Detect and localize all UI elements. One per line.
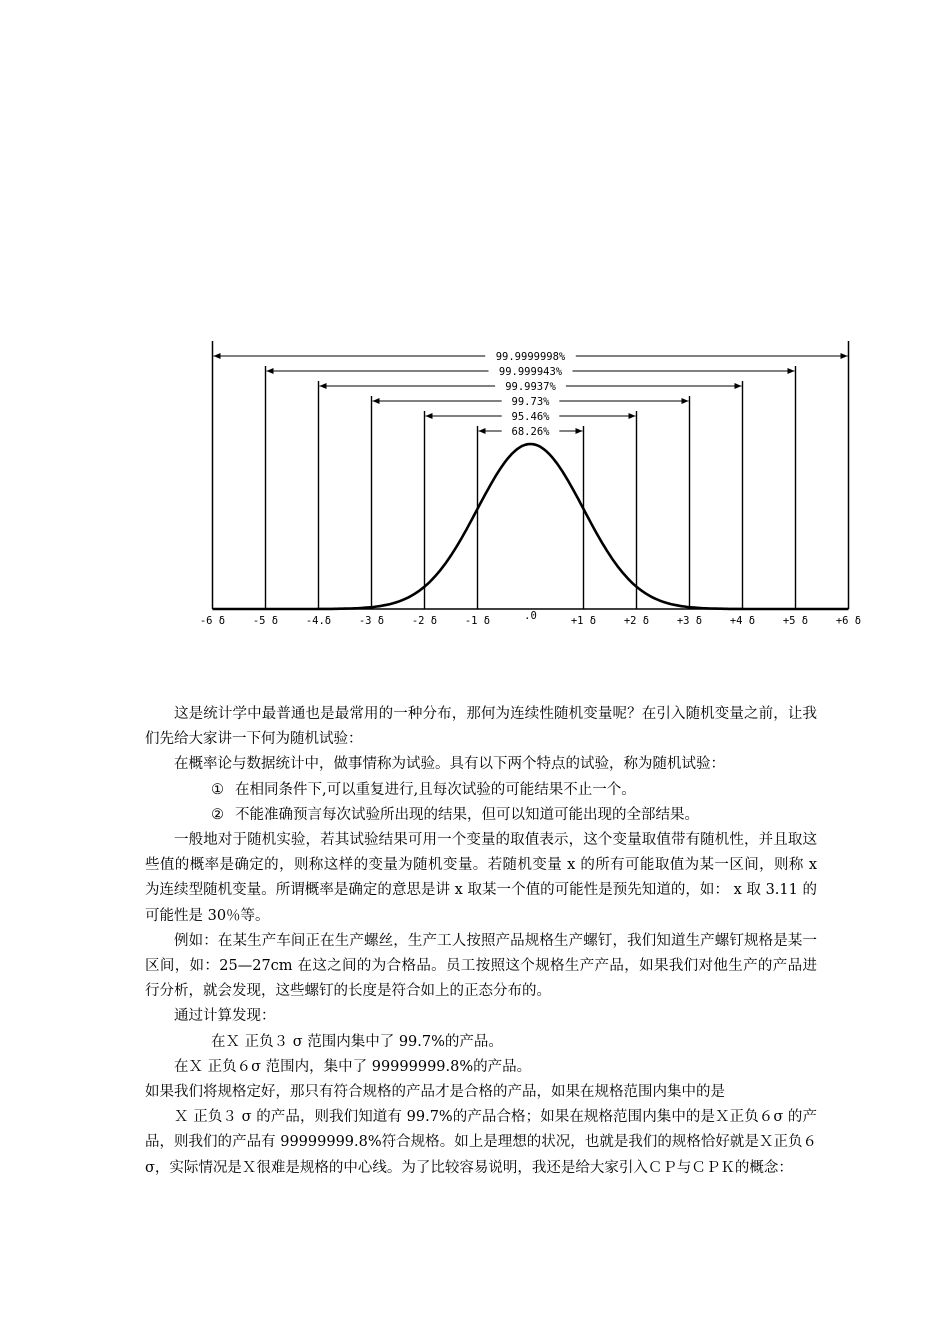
list-number-2: ② xyxy=(211,806,224,823)
paragraph-random-trial: 在概率论与数据统计中，做事情称为试验。具有以下两个特点的试验，称为随机试验： xyxy=(174,756,725,773)
interval-label-2sigma: 95.46% xyxy=(511,410,550,423)
interval-arrow-6sigma xyxy=(214,351,848,363)
interval-arrow-2sigma xyxy=(426,411,636,423)
interval-label-4sigma: 99.9937% xyxy=(505,380,556,393)
paragraph-cp-cpk: Ｘ 正负３ σ 的产品，则我们知道有 99.7%的产品合格；如果在规格范围内集中的是Ｘ正负６σ 的产品，则我们的产品有 99999999.8%符合规格。如上是理想的状况，也就是我们的规格恰好就是Ｘ正负６σ，实际情况是Ｘ很难是规格的中心线。为了比较容易说明，我还是给大家引入ＣＰ与ＣＰＫ的概念： xyxy=(145,1109,817,1176)
tick-label: +3 δ xyxy=(676,615,703,627)
tick-label: -6 δ xyxy=(199,615,226,627)
interval-label-3sigma: 99.73% xyxy=(511,395,550,408)
interval-arrow-3sigma xyxy=(373,396,689,408)
interval-label-6sigma: 99.9999998% xyxy=(495,350,566,363)
document-body xyxy=(145,702,817,1181)
interval-label-5sigma: 99.999943% xyxy=(498,365,563,378)
list-text-2: 不能准确预言每次试验所出现的结果，但可以知道可能出现的全部结果。 xyxy=(235,806,699,823)
tick-label: -1 δ xyxy=(464,615,491,627)
paragraph-spec: 如果我们将规格定好，那只有符合规格的产品才是合格的产品，如果在规格范围内集中的是 xyxy=(145,1084,725,1101)
paragraph-3sigma: 在Ｘ 正负３ σ 范围内集中了 99.7%的产品。 xyxy=(211,1033,503,1050)
tick-label: -4.δ xyxy=(305,615,332,627)
paragraph-calculation: 通过计算发现： xyxy=(174,1008,276,1025)
list-item-2 xyxy=(145,803,817,828)
normal-distribution-figure xyxy=(0,0,950,660)
interval-arrow-1sigma xyxy=(479,426,583,438)
tick-label: +2 δ xyxy=(623,615,650,627)
tick-label: +1 δ xyxy=(570,615,597,627)
interval-arrow-5sigma xyxy=(267,366,795,378)
paragraph-6sigma: 在Ｘ 正负６σ 范围内，集中了 99999999.8%的产品。 xyxy=(174,1058,532,1075)
list-text-1: 在相同条件下,可以重复进行,且每次试验的可能结果不止一个。 xyxy=(235,781,636,798)
list-number-1: ① xyxy=(211,781,224,798)
bell-curve xyxy=(213,444,849,609)
list-item-1 xyxy=(145,778,817,803)
tick-label: +4 δ xyxy=(729,615,756,627)
paragraph-example: 例如：在某生产车间正在生产螺丝，生产工人按照产品规格生产螺钉，我们知道生产螺钉规格是某一区间，如：25—27cm 在这之间的为合格品。员工按照这个规格生产产品，如果我们对他生产的产品进行分析，就会发现，这些螺钉的长度是符合如上的正态分布的。 xyxy=(145,932,817,1000)
paragraph-random-variable: 一般地对于随机实验，若其试验结果可用一个变量的取值表示，这个变量取值带有随机性，并且取这些值的概率是确定的，则称这样的变量为随机变量。若随机变量 x 的所有可能取值为某一区间，则称 x 为连续型随机变量。所谓概率是确定的意思是讲 x 取某一个值的可能性是预先知道的，如： x 取 3.11 的可能性是 30％等。 xyxy=(145,832,817,924)
tick-label: -5 δ xyxy=(252,615,279,627)
tick-label: -2 δ xyxy=(411,615,438,627)
tick-label: +6 δ xyxy=(835,615,862,627)
paragraph-intro: 这是统计学中最普通也是最常用的一种分布，那何为连续性随机变量呢？在引入随机变量之前，让我们先给大家讲一下何为随机试验： xyxy=(145,706,817,748)
interval-arrows xyxy=(214,351,848,438)
axis-tick-labels xyxy=(200,610,861,627)
interval-arrow-4sigma xyxy=(320,381,742,393)
tick-label: -3 δ xyxy=(358,615,385,627)
interval-label-1sigma: 68.26% xyxy=(511,425,550,438)
tick-label: .0 xyxy=(524,610,537,622)
tick-label: +5 δ xyxy=(782,615,809,627)
